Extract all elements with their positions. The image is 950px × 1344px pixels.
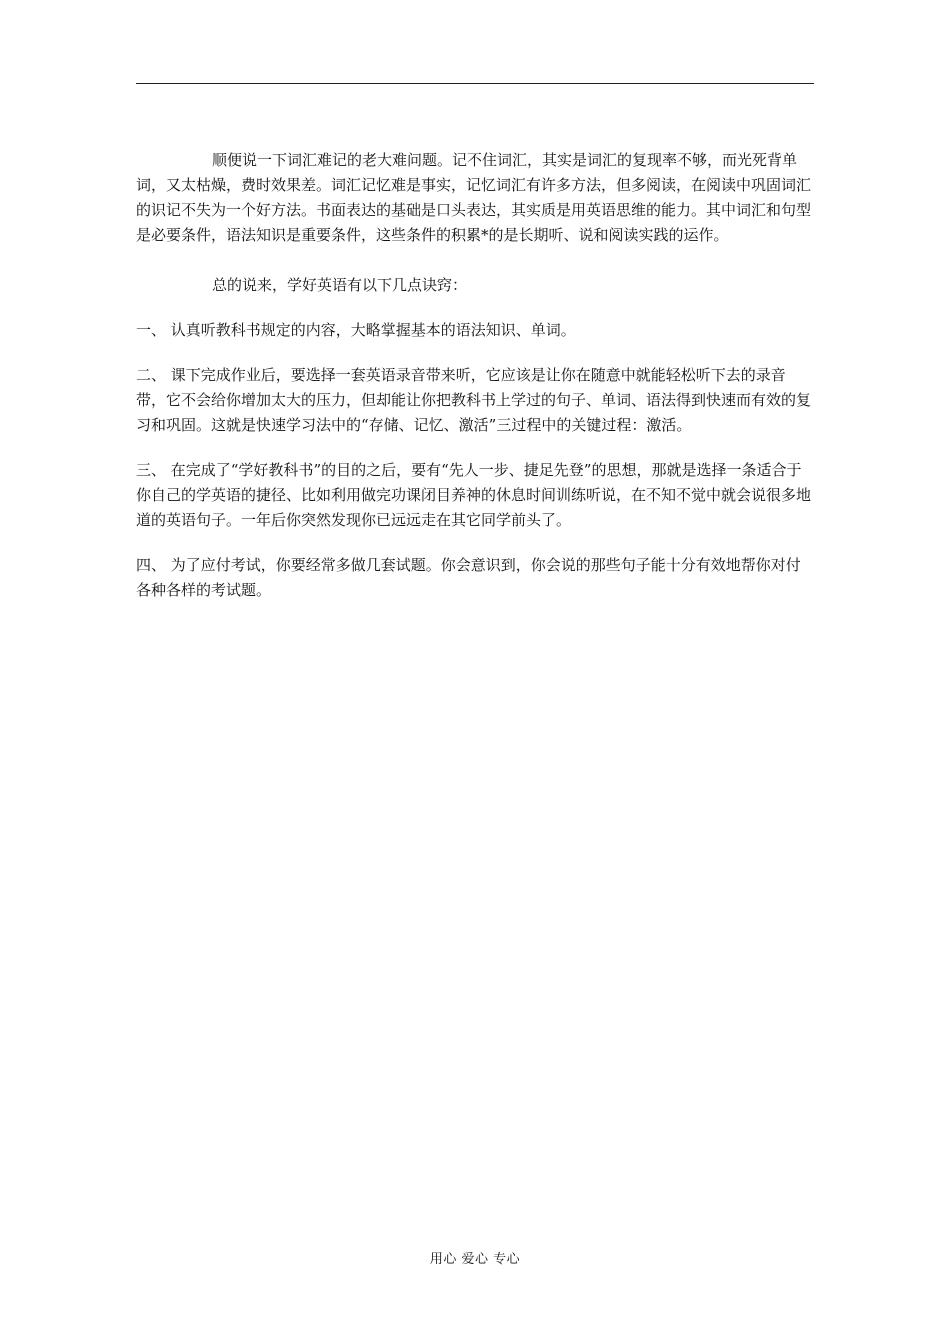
paragraph-vocabulary: 顺便说一下词汇难记的老大难问题。记不住词汇，其实是词汇的复现率不够，而光死背单词，又太枯燥，费时效果差。词汇记忆难是事实，记忆词汇有许多方法，但多阅读，在阅读中巩固词汇的识记不失为一个好方法。书面表达的基础是口头表达，其实质是用英语思维的能力。其中词汇和句型是必要条件，语法知识是重要条件，这些条件的积累*的是长期听、说和阅读实践的运作。	[136, 151, 812, 244]
header-rule	[136, 83, 814, 84]
list-item-three: 三、 在完成了“学好教科书”的目的之后，要有“先人一步、捷足先登”的思想，那就是选择一条适合于你自己的学英语的捷径、比如利用做完功课闭目养神的休息时间训练听说，在不知不觉中就会说很多地道的英语句子。一年后你突然发现你已远远走在其它同学前头了。	[136, 461, 812, 529]
list-item-four: 四、 为了应付考试，你要经常多做几套试题。你会意识到，你会说的那些句子能十分有效地帮你对付各种各样的考试题。	[136, 556, 801, 599]
paragraph-summary-intro: 总的说来，学好英语有以下几点诀窍：	[212, 276, 468, 294]
page-footer: 用心 爱心 专心	[429, 1252, 521, 1267]
list-item-two: 二、 课下完成作业后，要选择一套英语录音带来听，它应该是让你在随意中就能轻松听下去的录音带，它不会给你增加太大的压力，但却能让你把教科书上学过的句子、单词、语法得到快速而有效的复习和巩固。这就是快速学习法中的“存储、记忆、激活”三过程中的关键过程：激活。	[136, 366, 812, 434]
list-item-one: 一、 认真听教科书规定的内容，大略掌握基本的语法知识、单词。	[136, 321, 576, 339]
document-body	[136, 148, 814, 603]
